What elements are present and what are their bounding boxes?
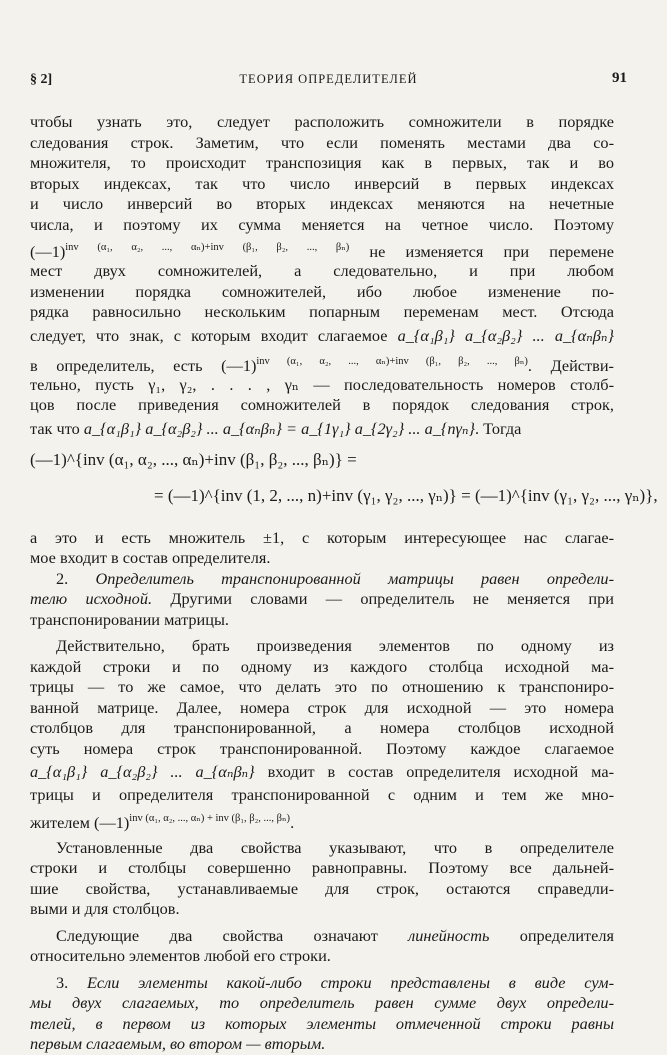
- sign-tail: не изменяется при перемене: [369, 242, 614, 261]
- text-line: изменении порядка сомножителей, ибо любое изменение по-: [30, 281, 614, 301]
- sign-exponent: inv (α₁, α₂, ..., αₙ)+inv (β₁, β₂, ..., βₙ): [65, 242, 350, 253]
- sign-line: [30, 806, 614, 832]
- text-line: и число инверсий во вторых индексах меняются на нечетные: [30, 194, 614, 213]
- text-line: а это и есть множитель ±1, с которым интересующее нас слагае-: [30, 527, 614, 547]
- property-3-line-1: [30, 973, 614, 994]
- formula-line-2: = (—1)^{inv (1, 2, ..., n)+inv (γ₁, γ₂, ..., γₙ)} = (—1)^{inv (γ₁, γ₂, ..., γₙ)},: [154, 485, 658, 505]
- text-line: цов после приведения сомножителей в порядок следования строк,: [30, 395, 614, 414]
- text-line: рядка равносильно нескольким попарным переменам мест. Отсюда: [30, 302, 614, 321]
- sign-pre: в определитель, есть (—1): [30, 355, 257, 375]
- page-number: 91: [612, 70, 627, 86]
- sign-line: [30, 235, 614, 261]
- linearity-post: определителя: [519, 925, 614, 945]
- text-line: мест двух сомножителей, а следовательно, и при любом: [30, 261, 614, 280]
- property-statement: Если элементы какой-либо строки представлены в виде сум-: [86, 972, 614, 992]
- property-2: [30, 569, 614, 631]
- linearity-pre: Следующие два свойства означают: [56, 925, 378, 945]
- text-line: чтобы узнать это, следует расположить сомножители в порядке: [30, 112, 614, 131]
- sign-exponent: inv (α₁, α₂, ..., αₙ) + inv (β₁, β₂, ..., βₙ): [129, 812, 291, 824]
- text-line: [30, 926, 614, 947]
- text-line: трицы — то же самое, что делать это по отношению к транспониро-: [30, 677, 614, 696]
- property-3: [30, 973, 614, 1055]
- property-statement: телю исходной.: [30, 589, 153, 608]
- product-term: a_{α₁β₁} a_{α₂β₂} ... a_{αₙβₙ}: [30, 762, 255, 781]
- sign-post: .: [290, 812, 295, 832]
- sign-post: . Действи-: [527, 355, 614, 375]
- property-2-line-1: [30, 569, 614, 590]
- term-line: [30, 759, 614, 785]
- paragraph-proof-1: [30, 112, 614, 442]
- text-line: следования строк. Заметим, что если поменять местами два со-: [30, 132, 614, 152]
- display-formula: [30, 442, 658, 528]
- property-statement: мы двух слагаемых, то определитель равен сумме двух определи-: [30, 993, 614, 1012]
- sign-line: [30, 349, 614, 375]
- linearity-term: линейность: [408, 925, 490, 945]
- property-number: 3.: [56, 972, 69, 992]
- paragraph-proof-2: [30, 528, 614, 569]
- sign-exponent: inv (α₁, α₂, ..., αₙ)+inv (β₁, β₂, ..., βₙ): [256, 355, 528, 367]
- term-line: [30, 323, 614, 349]
- text-line: транспонировании матрицы.: [30, 609, 229, 629]
- text-line: числа, и поэтому их сумма меняется на четное число. Поэтому: [30, 214, 614, 234]
- running-title: ТЕОРИЯ ОПРЕДЕЛИТЕЛЕЙ: [239, 72, 418, 86]
- product-equality: a_{α₁β₁} a_{α₂β₂} ... a_{αₙβₙ} = a_{1γ₁} a_{2γ₂} ... a_{nγₙ}: [83, 418, 476, 438]
- section-marker: § 2]: [30, 72, 53, 87]
- text-line: столбцов для транспонированной, а номера столбцов исходной: [30, 718, 614, 737]
- sign-base: (—1): [30, 242, 66, 261]
- property-statement: первым слагаемым, во втором — вторым.: [30, 1034, 326, 1053]
- property-statement: Определитель транспонированной матрицы равен определи-: [95, 568, 614, 588]
- paragraph-linearity: [30, 926, 614, 967]
- eq-pre: так что: [30, 418, 80, 438]
- text-line: выми и для столбцов.: [30, 899, 180, 918]
- text-line: Действительно, брать произведения элементов по одному из: [56, 636, 614, 655]
- text-line: тельно, пусть γ₁, γ₂, . . . , γₙ — последовательность номеров столб-: [30, 374, 614, 394]
- paragraph-proof-3: [30, 636, 614, 832]
- property-explanation: Другими словами — определитель не меняется при: [170, 589, 614, 608]
- text-line: Установленные два свойства указывают, что в определителе: [56, 837, 614, 857]
- term-text: входит в состав определителя исходной ма-: [267, 762, 614, 781]
- sign-pre: жителем (—1): [30, 812, 130, 832]
- text-line: суть номера строк транспонированной. Поэтому каждое слагаемое: [30, 738, 614, 758]
- text-line: множителя, то происходит транспозиция как в первых, так и во: [30, 153, 614, 172]
- text-line: шие свойства, устанавливаемые для строк, остаются справедли-: [30, 878, 614, 898]
- property-number: 2.: [56, 568, 69, 588]
- text-line: мое входит в состав определителя.: [30, 548, 271, 567]
- text-line: каждой строки и по одному из каждого столбца исходной ма-: [30, 656, 614, 676]
- page-body: [30, 112, 658, 1055]
- eq-post: . Тогда: [475, 418, 522, 438]
- property-statement: телей, в первом из которых элементы отмеченной строки равны: [30, 1013, 614, 1033]
- formula-line-1: (—1)^{inv (α₁, α₂, ..., αₙ)+inv (β₁, β₂, ..., βₙ)} =: [30, 449, 357, 469]
- equality-line: [30, 416, 614, 442]
- text-line: относительно элементов любой его строки.: [30, 946, 331, 965]
- product-term: a_{α₁β₁} a_{α₂β₂} ... a_{αₙβₙ}: [397, 325, 614, 345]
- paragraph-remark: [30, 838, 614, 920]
- text-line: вторых индексах, так что число инверсий в первых индексах: [30, 173, 614, 193]
- property-2-line-2: [30, 589, 614, 610]
- text-line: ванной матрице. Далее, номера строк для исходной — это номера: [30, 697, 614, 717]
- running-header: [30, 70, 627, 92]
- term-intro: следует, что знак, с которым входит слагаемое: [30, 325, 388, 345]
- text-line: строки и столбцы совершенно равноправны. Поэтому все дальней-: [30, 858, 614, 877]
- text-line: трицы и определителя транспонированной с одним и тем же мно-: [30, 785, 614, 804]
